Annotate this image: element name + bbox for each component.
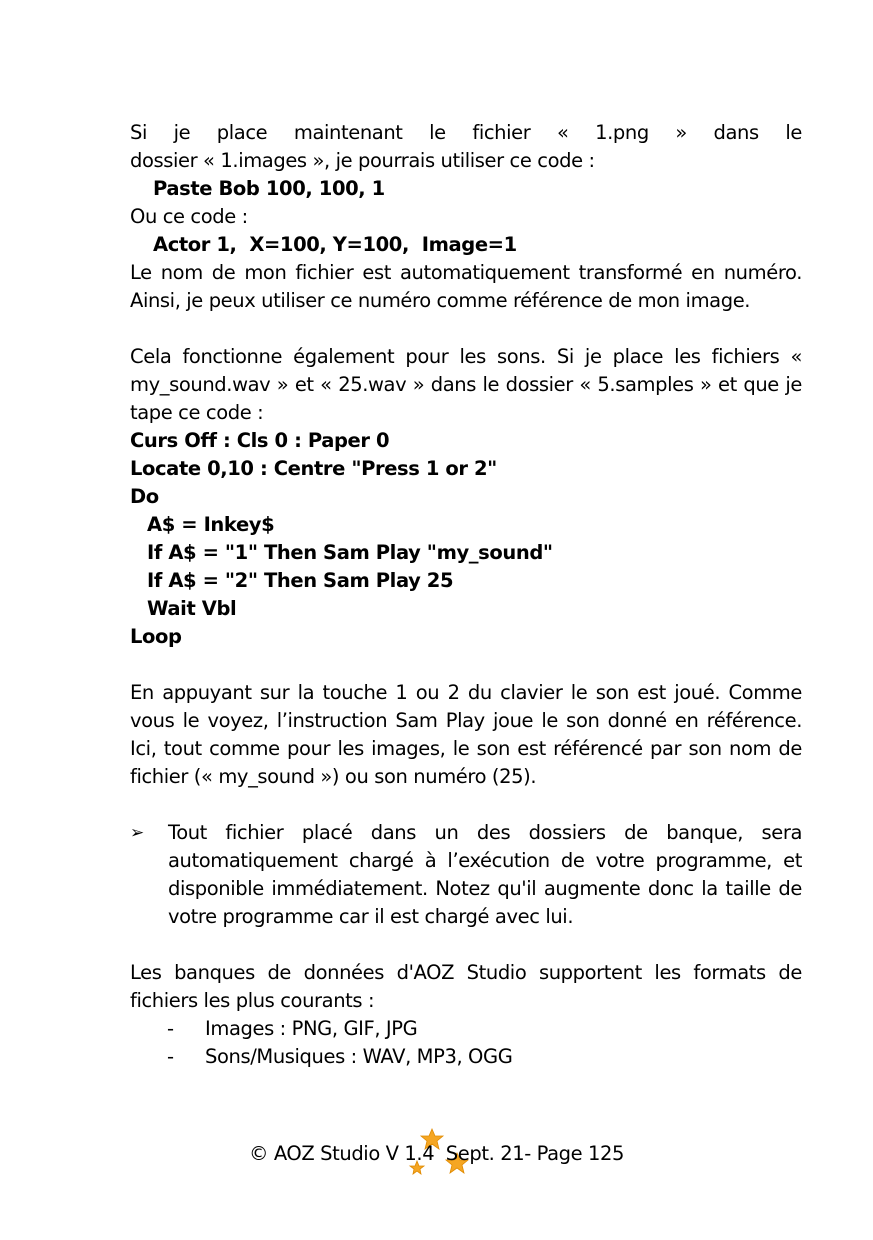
paragraph-formats: Les banques de données d'AOZ Studio supportent les formats de fichiers les plus courants : <box>130 961 802 1012</box>
code-paste-bob: Paste Bob 100, 100, 1 <box>153 177 385 200</box>
code-block <box>130 427 802 651</box>
paragraph-file-number: Le nom de mon fichier est automatiquement transformé en numéro. Ainsi, je peux utiliser ce numéro comme référence de mon image. <box>130 261 802 312</box>
page-footer: © AOZ Studio V 1.4 Sept. 21- Page 125 <box>248 1142 625 1165</box>
code-line: A$ = Inkey$ <box>147 513 275 536</box>
code-actor: Actor 1, X=100, Y=100, Image=1 <box>153 233 517 256</box>
list-item <box>130 1015 802 1043</box>
arrow-bullet-icon: ➢ <box>130 823 144 843</box>
page-content <box>130 119 802 1071</box>
code-line: Do <box>130 485 159 508</box>
spacer <box>130 651 802 679</box>
formats-list <box>130 1015 802 1071</box>
dash-marker: - <box>167 1045 174 1068</box>
code-line: Loop <box>130 625 182 648</box>
code-line: If A$ = "2" Then Sam Play 25 <box>147 569 454 592</box>
paragraph-intro <box>130 119 802 175</box>
paragraph-intro-line1: Si je place maintenant le fichier « 1.png » dans le <box>130 121 802 144</box>
bullet-item <box>130 819 802 931</box>
dash-marker: - <box>167 1017 174 1040</box>
code-line: Locate 0,10 : Centre "Press 1 or 2" <box>130 457 497 480</box>
code-line: Wait Vbl <box>147 597 237 620</box>
paragraph-or-code: Ou ce code : <box>130 205 248 228</box>
spacer <box>130 791 802 819</box>
list-item <box>130 1043 802 1071</box>
paragraph-intro-line2: dossier « 1.images », je pourrais utiliser ce code : <box>130 149 595 172</box>
paragraph-sounds: Cela fonctionne également pour les sons. Si je place les fichiers « my_sound.wav » et « 25.wav » dans le dossier « 5.samples » et que je tape ce code : <box>130 345 802 424</box>
list-item-text: Images : PNG, GIF, JPG <box>205 1017 418 1040</box>
code-line: If A$ = "1" Then Sam Play "my_sound" <box>147 541 553 564</box>
bullet-text: Tout fichier placé dans un des dossiers de banque, sera automatiquement chargé à l’exécution de votre programme, et disponible immédiatement. Notez qu'il augmente donc la taille de votre programme car il est chargé avec lui. <box>168 821 802 928</box>
code-line: Curs Off : Cls 0 : Paper 0 <box>130 429 390 452</box>
list-item-text: Sons/Musiques : WAV, MP3, OGG <box>205 1045 513 1068</box>
spacer <box>130 315 802 343</box>
spacer <box>130 931 802 959</box>
paragraph-sam-play: En appuyant sur la touche 1 ou 2 du clavier le son est joué. Comme vous le voyez, l’instruction Sam Play joue le son donné en référence. Ici, tout comme pour les images, le son est référencé par son nom de fichier (« my_sound ») ou son numéro (25). <box>130 681 802 788</box>
